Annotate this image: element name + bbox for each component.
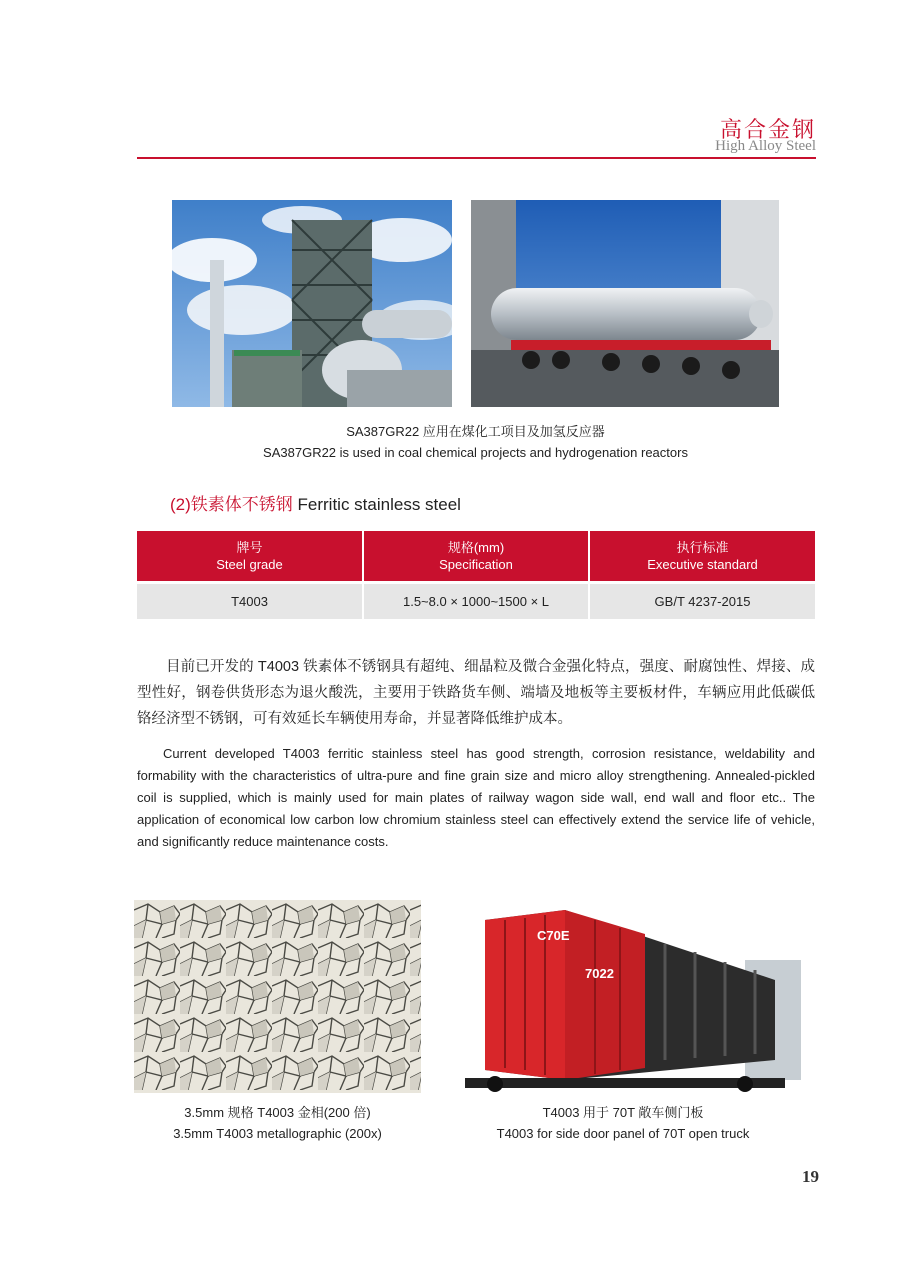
caption-cn: T4003 用于 70T 敞车侧门板: [542, 1105, 704, 1120]
section-title-en: Ferritic stainless steel: [297, 495, 461, 514]
open-truck-wagon-photo: [445, 900, 801, 1093]
table-header-row: [137, 531, 815, 583]
section-number: (2): [170, 495, 191, 514]
header-steel-grade: 牌号 Steel grade: [137, 531, 363, 583]
cell-specification: 1.5~8.0 × 1000~1500 × L: [363, 583, 589, 620]
page-number: 19: [802, 1167, 819, 1186]
caption-en: T4003 for side door panel of 70T open truck: [496, 1126, 750, 1141]
wagon-model-mark: C70E: [537, 928, 570, 943]
cell-standard: GB/T 4237-2015: [589, 583, 815, 620]
top-photos-caption: [172, 421, 779, 463]
header-title-cn: 高合金钢: [719, 117, 816, 142]
coal-chemical-plant-photo: [172, 200, 452, 407]
header-title-en: High Alloy Steel: [715, 138, 816, 154]
paragraph-en: Current developed T4003 ferritic stainless steel has good strength, corrosion resistance, weldability and formability with the characteristics of ultra-pure and fine grain size and micro alloy strengthening. Annealed-pickled coil is supplied, which is mainly used for main plates of railway wagon side wall, end wall and floor etc.. The application of economical low carbon low chromium stainless steel can effectively extend the service life of vehicle, and significantly reduce maintenance costs.: [137, 746, 815, 849]
spec-table: [137, 531, 815, 619]
caption-cn: 3.5mm 规格 T4003 金相(200 倍): [184, 1105, 371, 1120]
header-specification: 规格(mm) Specification: [363, 531, 589, 583]
metallographic-caption: [124, 1102, 431, 1144]
cell-steel-grade: T4003: [137, 583, 363, 620]
metallographic-photo: [134, 900, 421, 1093]
table-row: [137, 583, 815, 620]
caption-en: 3.5mm T4003 metallographic (200x): [173, 1126, 382, 1141]
section-title-cn: 铁素体不锈钢: [190, 495, 293, 514]
header-divider: [137, 157, 816, 159]
wagon-caption: [440, 1102, 806, 1144]
header-executive-standard: 执行标准 Executive standard: [589, 531, 815, 583]
caption-cn: SA387GR22 应用在煤化工项目及加氢反应器: [346, 424, 605, 439]
caption-en: SA387GR22 is used in coal chemical projects and hydrogenation reactors: [263, 445, 688, 460]
section-heading: [170, 490, 461, 515]
wagon-number-mark: 7022: [585, 966, 614, 981]
hydrogenation-reactor-photo: [471, 200, 779, 407]
paragraph-cn: 目前已开发的 T4003 铁素体不锈钢具有超纯、细晶粒及微合金强化特点，强度、耐腐蚀性、焊接、成型性好，钢卷供货形态为退火酸洗，主要用于铁路货车侧、端墙及地板等主要板材件，车辆应用此低碳低铬经济型不锈钢，可有效延长车辆使用寿命，并显著降低维护成本。: [137, 659, 815, 727]
